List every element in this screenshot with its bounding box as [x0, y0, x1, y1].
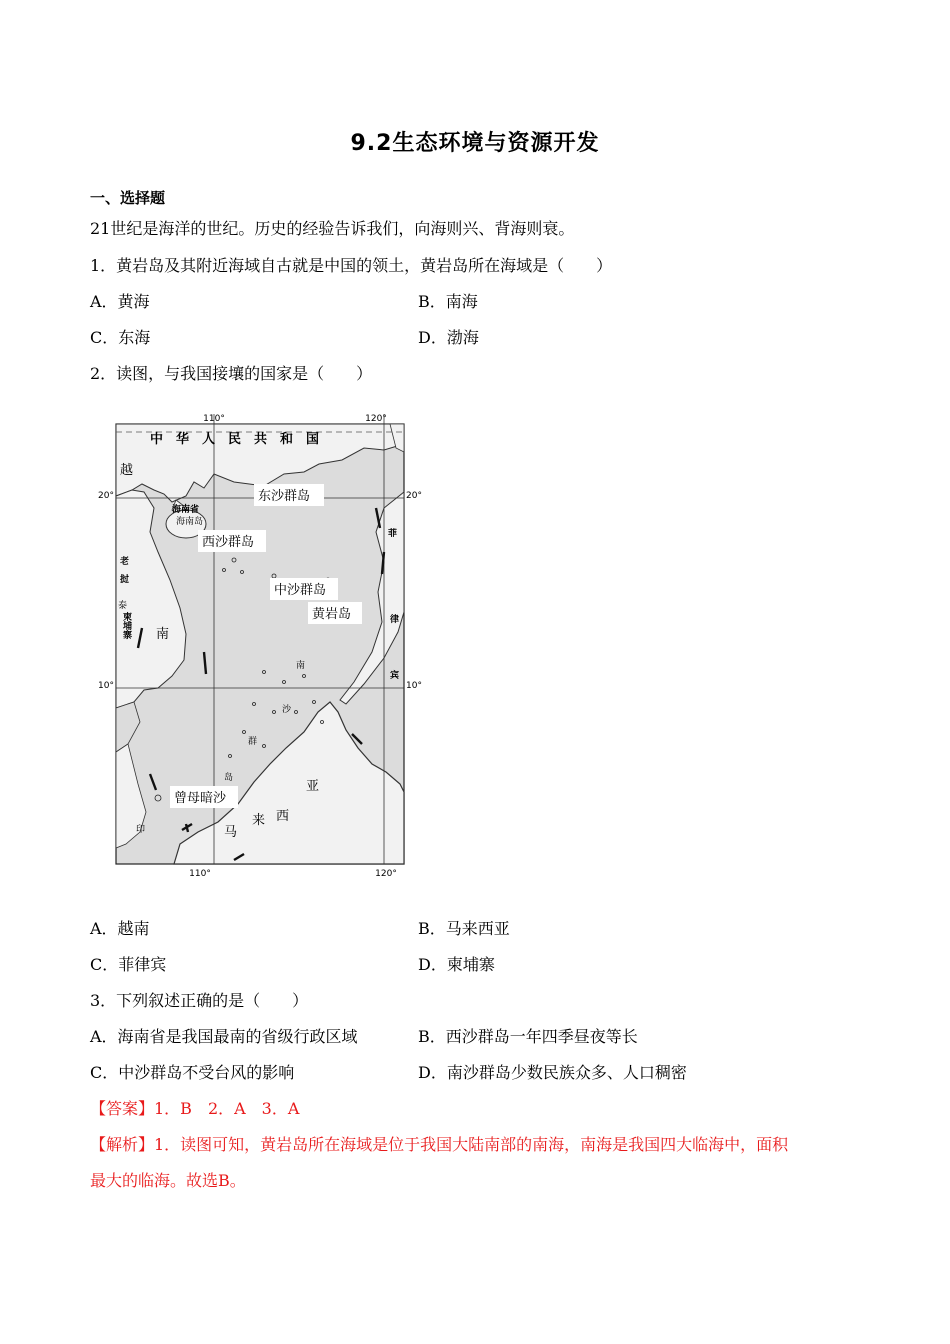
label-zengmu: 曾母暗沙	[174, 791, 227, 806]
analysis-line-1: 【解析】1．读图可知，黄岩岛所在海域是位于我国大陆南部的南海，南海是我国四大临海中，面积	[90, 1135, 789, 1154]
label-vietnam-1: 越	[120, 463, 134, 478]
lon-120-top: 120°	[365, 414, 387, 424]
label-nansha-3: 群	[248, 737, 258, 747]
label-malaysia-3: 西	[276, 809, 290, 824]
question-2-option-d: D．柬埔寨	[418, 955, 495, 974]
label-xisha: 西沙群岛	[202, 535, 255, 550]
label-laos-2: 挝	[120, 575, 130, 585]
label-zhongsha: 中沙群岛	[274, 583, 327, 598]
lat-10-right: 10°	[406, 681, 422, 691]
label-china: 中 华 人 民 共 和 国	[150, 432, 320, 447]
question-2-option-c: C．菲律宾	[90, 955, 167, 974]
question-1-option-a: A．黄海	[90, 292, 150, 311]
south-china-sea-map	[98, 412, 426, 882]
label-philippines-3: 宾	[390, 671, 400, 681]
question-1-option-c: C．东海	[90, 328, 151, 347]
question-2-stem: 2．读图，与我国接壤的国家是（ ）	[90, 364, 373, 383]
label-hainan-island: 海南岛	[176, 517, 204, 527]
question-1-option-d: D．渤海	[418, 328, 479, 347]
label-cambodia: 柬埔寨	[121, 612, 131, 639]
label-malaysia-2: 来	[252, 813, 266, 828]
label-nansha-2: 沙	[282, 705, 292, 715]
answer-line: 【答案】1．B 2．A 3．A	[90, 1099, 300, 1118]
page-title: 9.2生态环境与资源开发	[350, 131, 600, 156]
question-3-option-a: A．海南省是我国最南的省级行政区域	[90, 1027, 358, 1046]
question-2-option-a: A．越南	[90, 919, 150, 938]
label-dongsha: 东沙群岛	[258, 489, 311, 504]
question-2-option-b: B．马来西亚	[418, 919, 510, 938]
question-3-option-d: D．南沙群岛少数民族众多、人口稠密	[418, 1063, 687, 1082]
label-laos-1: 老	[120, 557, 130, 567]
analysis-line-2: 最大的临海。故选B。	[90, 1171, 246, 1190]
label-vietnam-2: 南	[156, 627, 170, 642]
lat-10-left: 10°	[98, 681, 114, 691]
label-huangyan: 黄岩岛	[312, 607, 352, 622]
lon-110-top: 110°	[203, 414, 225, 424]
lon-110-bottom: 110°	[189, 869, 211, 879]
question-3-option-c: C．中沙群岛不受台风的影响	[90, 1063, 295, 1082]
label-thailand: 泰	[118, 601, 128, 611]
label-nansha-1: 南	[296, 661, 306, 671]
label-philippines-2: 律	[390, 615, 400, 625]
intro-text: 21世纪是海洋的世纪。历史的经验告诉我们，向海则兴、背海则衰。	[90, 219, 575, 238]
label-malaysia-1: 马	[224, 825, 238, 840]
label-malaysia-4: 亚	[306, 779, 320, 794]
question-3-stem: 3．下列叙述正确的是（ ）	[90, 991, 309, 1010]
label-indonesia: 印	[136, 825, 146, 835]
question-1-option-b: B．南海	[418, 292, 478, 311]
label-hainan-province: 海南省	[172, 505, 200, 515]
lon-120-bottom: 120°	[375, 869, 397, 879]
lat-20-left: 20°	[98, 491, 114, 501]
question-3-option-b: B．西沙群岛一年四季昼夜等长	[418, 1027, 638, 1046]
question-1-stem: 1．黄岩岛及其附近海域自古就是中国的领土，黄岩岛所在海域是（ ）	[90, 256, 613, 275]
lat-20-right: 20°	[406, 491, 422, 501]
section-heading: 一、选择题	[90, 189, 166, 207]
label-philippines-1: 菲	[388, 529, 398, 539]
label-nansha-4: 岛	[224, 773, 234, 783]
